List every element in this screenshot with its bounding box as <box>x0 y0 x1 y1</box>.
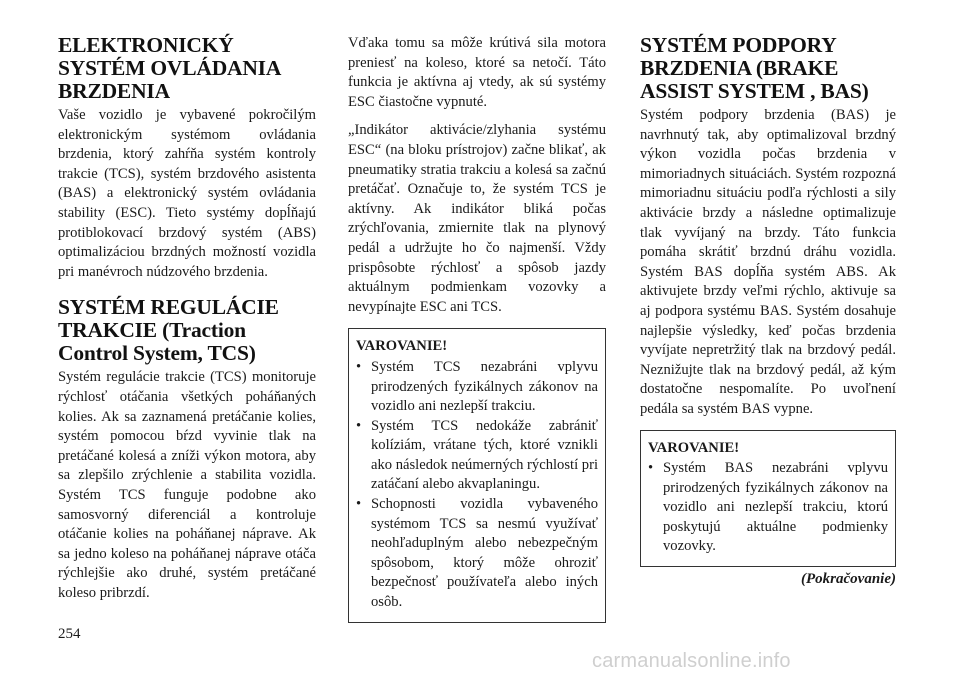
heading-brake-assist: SYSTÉM PODPORY BRZDENIA (BRAKE ASSIST SYSTEM , BAS) <box>640 33 869 103</box>
warning-item: • Systém TCS nezabráni vplyvu prirodzených fyzikálnych zákonov na vozidlo ani nezlepší trakciu. <box>356 358 598 415</box>
heading-traction-control: SYSTÉM REGULÁCIE TRAKCIE (Traction Control System, TCS) <box>58 295 279 366</box>
paragraph-tcs-torque: Vďaka tomu sa môže krútivá sila motora preniesť na koleso, ktoré sa netočí. Táto funkcia je aktívna aj vtedy, ak sú systémy ESC čiastočne vypnuté. <box>348 35 606 110</box>
bullet-icon: • <box>356 417 362 434</box>
warning-list <box>648 459 888 557</box>
bullet-icon: • <box>356 496 362 513</box>
column-left <box>58 34 316 612</box>
bullet-icon: • <box>648 460 654 477</box>
paragraph-bas-description: Systém podpory brzdenia (BAS) je navrhnutý tak, aby optimalizoval brzdný výkon vozidla počas brzdenia v mimoriadnych situáciách. Systém rozpozná mimoriadnu situáciu podľa rýchlosti a sily aktivácie brzdy a následne optimalizuje tlak vyvíjaný na brzdy. Táto funkcia pomáha skrátiť brzdnú dráhu vozidla. Systém BAS dopĺňa systém ABS. Ak aktivujete brzdy veľmi rýchlo, aktivuje sa aj podpora systému BAS. Systém dosahuje najlepšie výsledky, keď počas brzdenia vyvíjate nepretržitý tlak na brzdový pedál. Neznižujte tlak na brzdový pedál, až kým dostatočne nespomalíte. Po uvoľnení pedála sa systém BAS vypne. <box>640 107 896 417</box>
warning-list <box>356 358 598 613</box>
warning-title: VAROVANIE! <box>648 439 740 456</box>
watermark: carmanualsonline.info <box>592 650 791 672</box>
bullet-icon: • <box>356 358 362 375</box>
page-number: 254 <box>58 626 81 642</box>
column-right <box>640 34 896 588</box>
paragraph-esc-indicator: „Indikátor aktivácie/zlyhania systému ESC“ (na bloku prístrojov) začne blikať, ak pneumatiky stratia trakciu a kolesá sa začnú pretáčať. Označuje to, že systém TCS je aktívny. Ak indikátor bliká počas zrýchľovania, zmiernite tlak na plynový pedál a udržujte ho čo najmenší. Vždy prispôsobte rýchlosť a spôsob jazdy aktuálnym podmienkam vozovky a nevypínajte ESC ani TCS. <box>348 122 606 315</box>
paragraph-brake-control-intro: Vaše vozidlo je vybavené pokročilým elektronickým systémom ovládania brzdenia, ktorý zahŕňa systém kontroly trakcie (TCS), systém brzdového asistenta (BAS) a elektronický systém ovládania stability (ESC). Tieto systémy dopĺňajú protiblokovací brzdový systém (ABS) optimalizáciou brzdných možností vozidla pri manévroch núdzového brzdenia. <box>58 107 316 280</box>
column-middle <box>348 34 606 623</box>
warning-item: • Systém TCS nedokáže zabrániť kolíziám, vrátane tých, ktoré vznikli ako následok neúmerných rýchlostí pri zatáčaní alebo akvaplaningu. <box>356 417 598 493</box>
continued-label: (Pokračovanie) <box>801 571 896 588</box>
warning-item: • Systém BAS nezabráni vplyvu prirodzených fyzikálnych zákonov na vozidlo ani nezlepší trakciu, ktorú poskytujú aktuálne podmienky vozovky. <box>648 460 888 555</box>
warning-item: • Schopnosti vozidla vybaveného systémom TCS sa nesmú využívať neohľaduplným alebo nebezpečným spôsobom, ktorý môže ohroziť bezpečnosť používateľa alebo iných osôb. <box>356 496 598 611</box>
warning-box-bas <box>640 430 896 568</box>
heading-electronic-brake-control: ELEKTRONICKÝ SYSTÉM OVLÁDANIA BRZDENIA <box>58 33 280 103</box>
warning-box-tcs <box>348 328 606 622</box>
warning-title: VAROVANIE! <box>356 338 448 355</box>
paragraph-tcs-description: Systém regulácie trakcie (TCS) monitoruje rýchlosť otáčania všetkých poháňaných kolies. Ak sa zaznamená pretáčanie kolies, systém pomocou bŕzd vyvinie tlak na pretáčané kolesá a zníži výkon motora, aby sa zlepšilo zrýchlenie a stabilita vozidla. Systém TCS funguje podobne ako samosvorný diferenciál a kontroluje otáčanie kolies na poháňanej náprave. Ak sa jedno koleso na poháňanej náprave otáča rýchlejšie ako druhé, systém pretáčané koleso pribrzdí. <box>58 369 316 601</box>
